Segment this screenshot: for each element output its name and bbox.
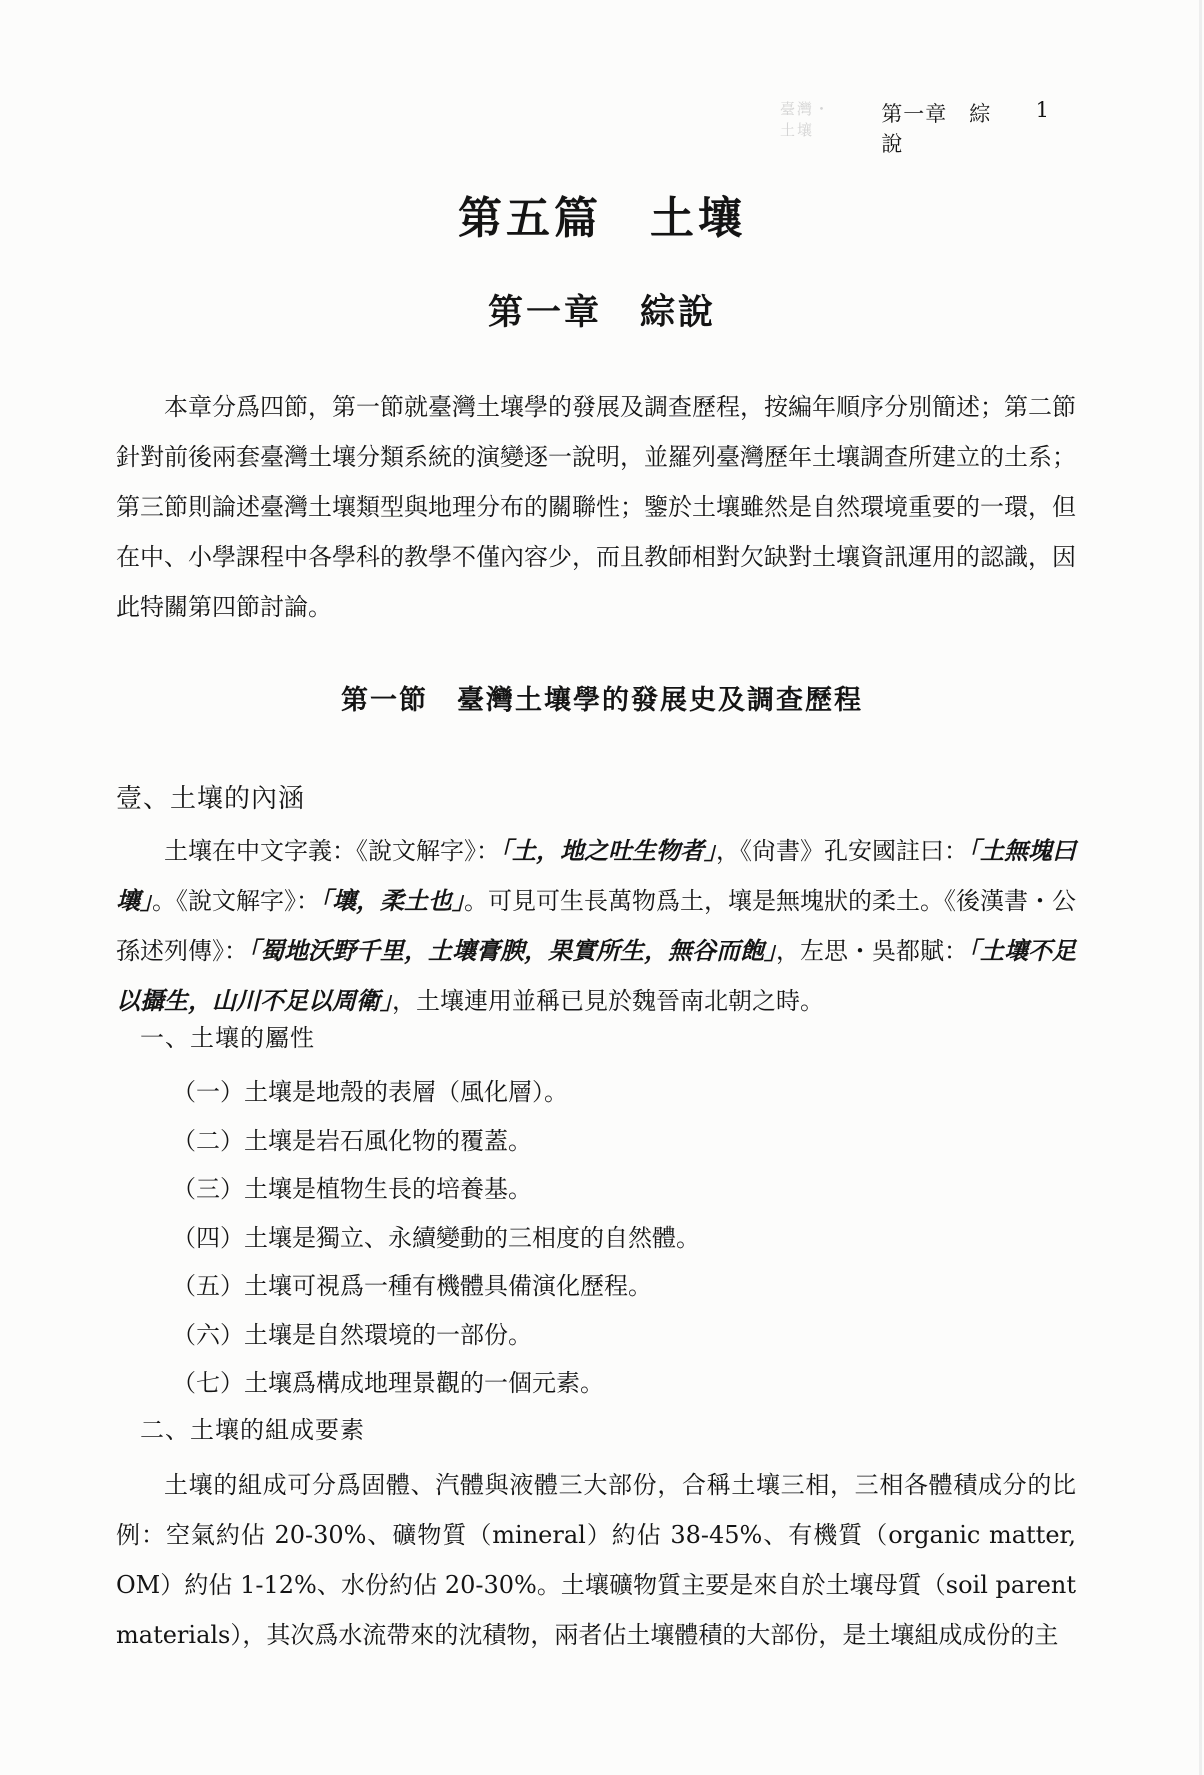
quote-wudufu: 「土壤不足以攝生，山川不足以周衛」 [116,936,1076,1015]
list-item: （七）土壤爲構成地理景觀的一個元素。 [172,1369,604,1397]
heading-soil-composition: 二、土壤的組成要素 [140,1416,365,1444]
chapter-title: 第一章 綜說 [487,292,716,333]
quote-shuowen-rang: 「壤，柔土也」 [320,886,464,915]
composition-paragraph: 土壤的組成可分爲固體、汽體與液體三大部份，合稱土壤三相，三相各體積成分的比例：空氣約佔 20-30%、礦物質（mineral）約佔 38-45%、有機質（organic matter, OM）約佔 1-12%、水份約佔 20-30%。土壤礦物質主要是來自於土壤母質（soil parent materials），其次爲水流帶來的沈積物，兩者佔土壤體積的大部份，是土壤組成成份的主 [116,1471,1076,1649]
section-title: 第一節 臺灣土壤學的發展史及調查歷程 [341,685,863,716]
intro-paragraph: 本章分爲四節，第一節就臺灣土壤學的發展及調查歷程，按編年順序分別簡述；第二節針對前後兩套臺灣土壤分類系統的演變逐一說明，並羅列臺灣歷年土壤調查所建立的土系；第三節則論述臺灣土壤類型與地理分布的關聯性；鑒於土壤雖然是自然環境重要的一環，但在中、小學課程中各學科的教學不僅內容少，而且教師相對欠缺對土壤資訊運用的認識，因此特關第四節討論。 [116,393,1076,621]
definition-text: ，《尙書》孔安國註曰： [716,837,968,865]
list-item: （三）土壤是植物生長的培養基。 [172,1175,532,1203]
list-item: （六）土壤是自然環境的一部份。 [172,1320,532,1349]
page-edge [1199,0,1202,1775]
definition-text: 。可見可生長萬物爲土，壤是無塊狀的柔土。《後漢書・公孫述列傳》： [116,887,1076,965]
running-header [780,98,1050,158]
quote-shangshu: 「土無塊曰壤」 [116,836,1076,915]
bleed-through-text: 臺灣・土壤 [780,100,832,139]
part-title: 第五篇 土壤 [458,193,746,244]
list-item: （五）土壤可視爲一種有機體具備演化歷程。 [172,1272,652,1300]
heading-soil-meaning: 壹、土壤的內涵 [116,784,306,814]
list-item: （四）土壤是獨立、永續變動的三相度的自然體。 [172,1223,700,1252]
page-number: 1 [1035,98,1050,122]
list-item: （二）土壤是岩石風化物的覆蓋。 [172,1126,532,1155]
definition-text: ，土壤連用並稱已見於魏晉南北朝之時。 [392,987,824,1015]
definition-paragraph [116,826,1076,1026]
quote-shuowen: 「土，地之吐生物者」 [500,836,716,865]
definition-text: 。《說文解字》： [152,887,320,915]
chapter-label: 第一章 綜 說 [881,102,1014,156]
definition-text: ，左思・吳都賦： [776,937,968,965]
quote-houhanshu: 「蜀地沃野千里，土壤膏腴，果實所生，無谷而飽」 [248,936,776,965]
list-item: （一）土壤是地殼的表層（風化層）。 [172,1078,568,1106]
definition-text: 土壤在中文字義：《說文解字》： [164,837,500,865]
heading-soil-properties: 一、土壤的屬性 [140,1024,315,1052]
properties-list [172,1068,1072,1408]
